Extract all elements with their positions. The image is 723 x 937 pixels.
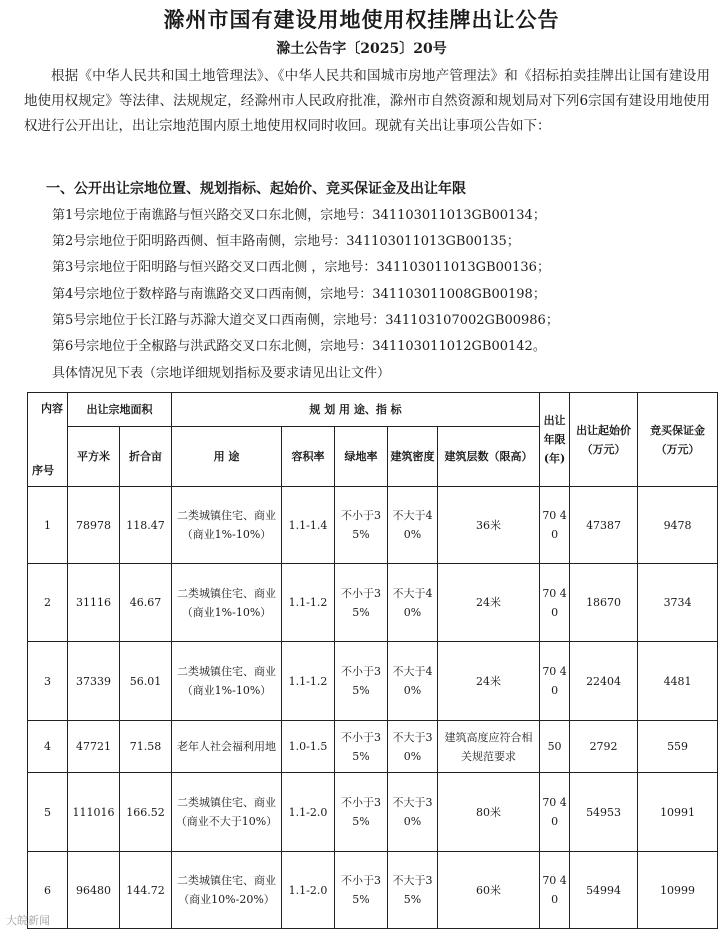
cell-density: 不大于30% — [388, 721, 438, 773]
cell-no: 2 — [28, 564, 68, 642]
header-corner — [28, 393, 68, 487]
parcel-list — [52, 203, 559, 360]
cell-no: 5 — [28, 773, 68, 852]
cell-mu: 56.01 — [120, 642, 172, 721]
cell-use: 二类城镇住宅、商业（商业不大于10%） — [172, 773, 282, 852]
cell-green: 不小于35% — [335, 642, 388, 721]
cell-use: 二类城镇住宅、商业（商业1%-10%） — [172, 564, 282, 642]
cell-deposit: 10999 — [638, 852, 718, 929]
table-row — [28, 642, 718, 721]
cell-deposit: 4481 — [638, 642, 718, 721]
parcel-item: 第3号宗地位于阳明路与恒兴路交叉口西北侧 ，宗地号：341103011013GB00136； — [52, 260, 550, 276]
cell-price: 2792 — [570, 721, 638, 773]
parcel-item: 第1号宗地位于南谯路与恒兴路交叉口东北侧，宗地号：341103011013GB00134； — [52, 208, 546, 223]
intro-paragraph: 根据《中华人民共和国土地管理法》、《中华人民共和国城市房地产管理法》和《招标拍卖挂牌出让国有建设用地使用权规定》等法律、法规规定，经滁州市人民政府批准，滁州市自然资源和规划局对下列6宗国有建设用地使用权进行公开出让，出让宗地范围内原土地使用权同时收回。现就有关出让事项公告如下： — [24, 68, 710, 134]
cell-sqm: 111016 — [68, 773, 120, 852]
cell-height: 60米 — [438, 852, 540, 929]
document-number: 滁土公告字〔2025〕20号 — [276, 41, 447, 57]
cell-price: 54953 — [570, 773, 638, 852]
header-area: 出让宗地面积 — [68, 393, 172, 427]
cell-far: 1.1-2.0 — [282, 773, 335, 852]
cell-price: 22404 — [570, 642, 638, 721]
cell-green: 不小于35% — [335, 721, 388, 773]
table-row — [28, 564, 718, 642]
cell-no: 1 — [28, 487, 68, 564]
cell-price: 18670 — [570, 564, 638, 642]
cell-term: 50 — [540, 721, 570, 773]
cell-density: 不大于40% — [388, 487, 438, 564]
header-density: 建筑密度 — [388, 427, 438, 487]
cell-green: 不小于35% — [335, 852, 388, 929]
cell-far: 1.1-2.0 — [282, 852, 335, 929]
cell-mu: 71.58 — [120, 721, 172, 773]
page-title: 滁州市国有建设用地使用权挂牌出让公告 — [163, 7, 560, 32]
cell-deposit: 559 — [638, 721, 718, 773]
cell-price: 47387 — [570, 487, 638, 564]
cell-far: 1.1-1.2 — [282, 564, 335, 642]
header-height: 建筑层数（限高） — [438, 427, 540, 487]
cell-mu: 144.72 — [120, 852, 172, 929]
table-row — [28, 487, 718, 564]
header-term: 出让年限(年) — [540, 393, 570, 487]
cell-height: 建筑高度应符合相关规范要求 — [438, 721, 540, 773]
cell-mu: 46.67 — [120, 564, 172, 642]
section-heading: 一、公开出让宗地位置、规划指标、起始价、竞买保证金及出让年限 — [46, 181, 466, 197]
header-green: 绿地率 — [335, 427, 388, 487]
cell-mu: 118.47 — [120, 487, 172, 564]
parcel-table — [27, 392, 718, 929]
cell-term: 70 40 — [540, 564, 570, 642]
cell-no: 6 — [28, 852, 68, 929]
cell-use: 老年人社会福利用地 — [172, 721, 282, 773]
cell-height: 80米 — [438, 773, 540, 852]
cell-sqm: 37339 — [68, 642, 120, 721]
cell-sqm: 31116 — [68, 564, 120, 642]
header-use: 用 途 — [172, 427, 282, 487]
cell-mu: 166.52 — [120, 773, 172, 852]
cell-deposit: 3734 — [638, 564, 718, 642]
watermark-logo: 大皖新闻 — [6, 914, 50, 927]
table-row — [28, 852, 718, 929]
corner-top-label: 内容 — [41, 402, 63, 415]
header-start-price: 出让起始价（万元） — [570, 393, 638, 487]
cell-height: 36米 — [438, 487, 540, 564]
cell-no: 4 — [28, 721, 68, 773]
cell-height: 24米 — [438, 564, 540, 642]
cell-green: 不小于35% — [335, 487, 388, 564]
cell-density: 不大于30% — [388, 773, 438, 852]
cell-sqm: 96480 — [68, 852, 120, 929]
parcel-item: 第5号宗地位于长江路与苏滁大道交叉口西南侧，宗地号：341103107002GB00986； — [52, 312, 559, 328]
corner-bottom-label: 序号 — [32, 464, 54, 477]
parcel-item: 第6号宗地位于全椒路与洪武路交叉口东北侧，宗地号：341103011012GB00142。 — [52, 339, 546, 355]
cell-term: 70 40 — [540, 773, 570, 852]
cell-use: 二类城镇住宅、商业（商业1%-10%） — [172, 487, 282, 564]
cell-far: 1.0-1.5 — [282, 721, 335, 773]
table-row — [28, 773, 718, 852]
table-note: 具体情况见下表（宗地详细规划指标及要求请见出让文件） — [52, 366, 391, 381]
cell-use: 二类城镇住宅、商业（商业1%-10%） — [172, 642, 282, 721]
cell-deposit: 9478 — [638, 487, 718, 564]
cell-term: 70 40 — [540, 642, 570, 721]
cell-far: 1.1-1.2 — [282, 642, 335, 721]
cell-density: 不大于40% — [388, 642, 438, 721]
cell-term: 70 40 — [540, 487, 570, 564]
cell-height: 24米 — [438, 642, 540, 721]
parcel-item: 第4号宗地位于数梓路与南谯路交叉口西南侧，宗地号：341103011008GB00198； — [52, 286, 546, 302]
cell-no: 3 — [28, 642, 68, 721]
header-deposit: 竞买保证金（万元） — [638, 393, 718, 487]
cell-green: 不小于35% — [335, 564, 388, 642]
cell-green: 不小于35% — [335, 773, 388, 852]
header-mu: 折合亩 — [120, 427, 172, 487]
cell-term: 70 40 — [540, 852, 570, 929]
cell-density: 不大于35% — [388, 852, 438, 929]
table-row — [28, 721, 718, 773]
header-far: 容积率 — [282, 427, 335, 487]
cell-use: 二类城镇住宅、商业（商业10%-20%） — [172, 852, 282, 929]
cell-sqm: 78978 — [68, 487, 120, 564]
cell-density: 不大于40% — [388, 564, 438, 642]
cell-price: 54994 — [570, 852, 638, 929]
header-planning: 规 划 用 途、指 标 — [172, 393, 540, 427]
parcel-item: 第2号宗地位于阳明路西侧、恒丰路南侧，宗地号：341103011013GB00135； — [52, 234, 520, 250]
cell-far: 1.1-1.4 — [282, 487, 335, 564]
cell-deposit: 10991 — [638, 773, 718, 852]
header-sqm: 平方米 — [68, 427, 120, 487]
cell-sqm: 47721 — [68, 721, 120, 773]
